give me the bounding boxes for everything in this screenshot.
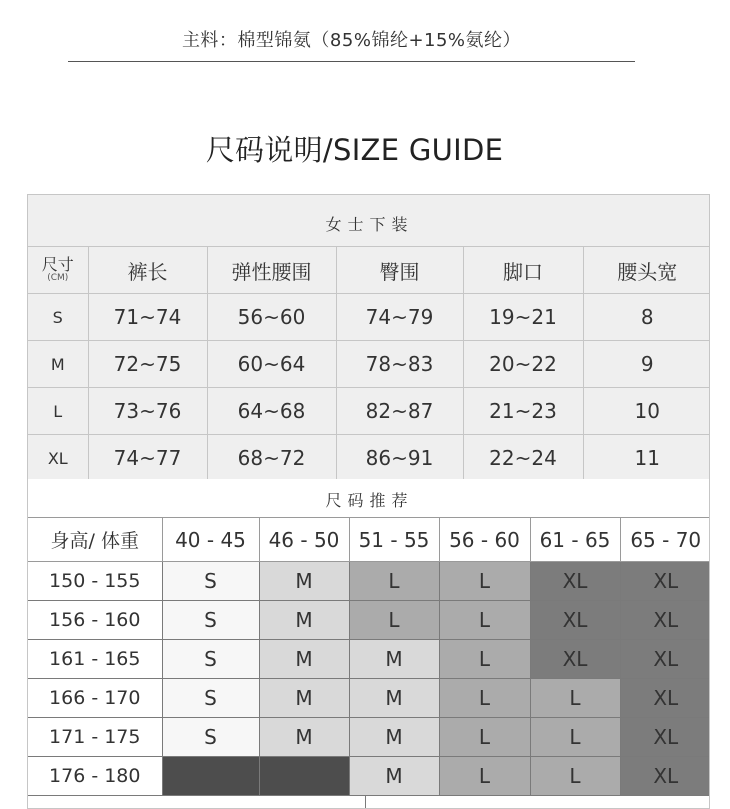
women-table-title: 女士下装 bbox=[325, 215, 414, 234]
size-recommend-cell: M bbox=[259, 640, 349, 679]
value-cell: 56~60 bbox=[207, 294, 336, 341]
value-cell: 60~64 bbox=[207, 341, 336, 388]
header-waistband: 腰头宽 bbox=[583, 247, 710, 294]
size-cell: XL bbox=[28, 435, 88, 482]
header-waist: 弹性腰围 bbox=[207, 247, 336, 294]
value-cell: 73~76 bbox=[88, 388, 207, 435]
size-sheet bbox=[27, 194, 710, 809]
size-recommend-cell: M bbox=[349, 718, 439, 757]
size-recommend-cell: S bbox=[162, 601, 259, 640]
value-cell: 11 bbox=[583, 435, 710, 482]
size-recommend-cell bbox=[259, 757, 349, 796]
value-cell: 9 bbox=[583, 341, 710, 388]
material-composition: 主料：棉型锦氨（85%锦纶+15%氨纶） bbox=[181, 30, 522, 51]
height-cell: 166 - 170 bbox=[28, 679, 162, 718]
size-recommend-cell: S bbox=[162, 562, 259, 601]
value-cell: 86~91 bbox=[336, 435, 463, 482]
value-cell: 74~77 bbox=[88, 435, 207, 482]
size-recommend-cell: XL bbox=[620, 640, 710, 679]
size-recommend-cell: L bbox=[439, 562, 530, 601]
weight-header: 51 - 55 bbox=[349, 518, 439, 562]
value-cell: 20~22 bbox=[463, 341, 583, 388]
value-cell: 74~79 bbox=[336, 294, 463, 341]
header-hip: 臀围 bbox=[336, 247, 463, 294]
size-cell: L bbox=[28, 388, 88, 435]
size-recommend-cell: XL bbox=[530, 640, 620, 679]
table-row bbox=[28, 601, 710, 640]
size-recommend-cell: S bbox=[162, 718, 259, 757]
size-recommend-cell: M bbox=[349, 640, 439, 679]
size-guide-title: 尺码说明/SIZE GUIDE bbox=[205, 133, 504, 167]
size-recommend-cell bbox=[162, 757, 259, 796]
value-cell: 8 bbox=[583, 294, 710, 341]
table-row bbox=[28, 388, 710, 435]
table-row bbox=[28, 757, 710, 796]
table-row bbox=[28, 341, 710, 388]
value-cell: 68~72 bbox=[207, 435, 336, 482]
table-row bbox=[28, 640, 710, 679]
size-recommend-cell: S bbox=[162, 679, 259, 718]
height-cell: 161 - 165 bbox=[28, 640, 162, 679]
weight-header: 40 - 45 bbox=[162, 518, 259, 562]
header-pants-length: 裤长 bbox=[88, 247, 207, 294]
size-label: 尺寸 bbox=[41, 255, 74, 274]
size-cell: S bbox=[28, 294, 88, 341]
table-row bbox=[28, 435, 710, 482]
weight-header: 65 - 70 bbox=[620, 518, 710, 562]
table-row bbox=[28, 679, 710, 718]
size-recommend-cell: L bbox=[439, 679, 530, 718]
size-recommend-cell: L bbox=[439, 757, 530, 796]
size-recommend-cell: L bbox=[349, 601, 439, 640]
value-cell: 64~68 bbox=[207, 388, 336, 435]
size-recommend-cell: XL bbox=[530, 601, 620, 640]
size-recommend-cell: XL bbox=[620, 562, 710, 601]
weight-header: 61 - 65 bbox=[530, 518, 620, 562]
height-cell: 171 - 175 bbox=[28, 718, 162, 757]
value-cell: 10 bbox=[583, 388, 710, 435]
women-size-table bbox=[28, 246, 710, 482]
material-divider bbox=[68, 61, 635, 62]
height-cell: 176 - 180 bbox=[28, 757, 162, 796]
size-recommend-cell: L bbox=[439, 640, 530, 679]
size-recommend-table bbox=[28, 517, 710, 796]
size-recommend-cell: M bbox=[259, 718, 349, 757]
size-recommend-cell: L bbox=[530, 679, 620, 718]
value-cell: 19~21 bbox=[463, 294, 583, 341]
size-recommend-cell: L bbox=[349, 562, 439, 601]
size-recommend-cell: M bbox=[349, 757, 439, 796]
value-cell: 78~83 bbox=[336, 341, 463, 388]
size-recommend-cell: XL bbox=[620, 601, 710, 640]
value-cell: 72~75 bbox=[88, 341, 207, 388]
height-cell: 150 - 155 bbox=[28, 562, 162, 601]
size-recommend-cell: XL bbox=[620, 757, 710, 796]
value-cell: 71~74 bbox=[88, 294, 207, 341]
size-unit: (CM) bbox=[47, 273, 69, 283]
size-recommend-cell: XL bbox=[620, 679, 710, 718]
table-row bbox=[28, 718, 710, 757]
header-hem: 脚口 bbox=[463, 247, 583, 294]
value-cell: 82~87 bbox=[336, 388, 463, 435]
value-cell: 22~24 bbox=[463, 435, 583, 482]
recommend-table-title: 尺码推荐 bbox=[325, 491, 414, 510]
size-recommend-cell: XL bbox=[530, 562, 620, 601]
size-cell: M bbox=[28, 341, 88, 388]
size-recommend-cell: L bbox=[439, 601, 530, 640]
size-recommend-cell: M bbox=[259, 601, 349, 640]
height-cell: 156 - 160 bbox=[28, 601, 162, 640]
size-recommend-cell: M bbox=[259, 562, 349, 601]
weight-header: 56 - 60 bbox=[439, 518, 530, 562]
recommend-header-row bbox=[28, 518, 710, 562]
bottom-strip-divider bbox=[365, 795, 366, 809]
height-weight-label: 身高/ 体重 bbox=[28, 518, 162, 562]
table-row bbox=[28, 294, 710, 341]
size-recommend-cell: XL bbox=[620, 718, 710, 757]
value-cell: 21~23 bbox=[463, 388, 583, 435]
size-recommend-cell: M bbox=[259, 679, 349, 718]
size-recommend-cell: L bbox=[530, 757, 620, 796]
size-recommend-cell: L bbox=[530, 718, 620, 757]
table-row bbox=[28, 562, 710, 601]
bottom-strip bbox=[28, 795, 710, 809]
weight-header: 46 - 50 bbox=[259, 518, 349, 562]
size-recommend-cell: L bbox=[439, 718, 530, 757]
size-recommend-cell: S bbox=[162, 640, 259, 679]
size-unit-cell bbox=[28, 247, 88, 294]
women-header-row bbox=[28, 247, 710, 294]
size-recommend-cell: M bbox=[349, 679, 439, 718]
